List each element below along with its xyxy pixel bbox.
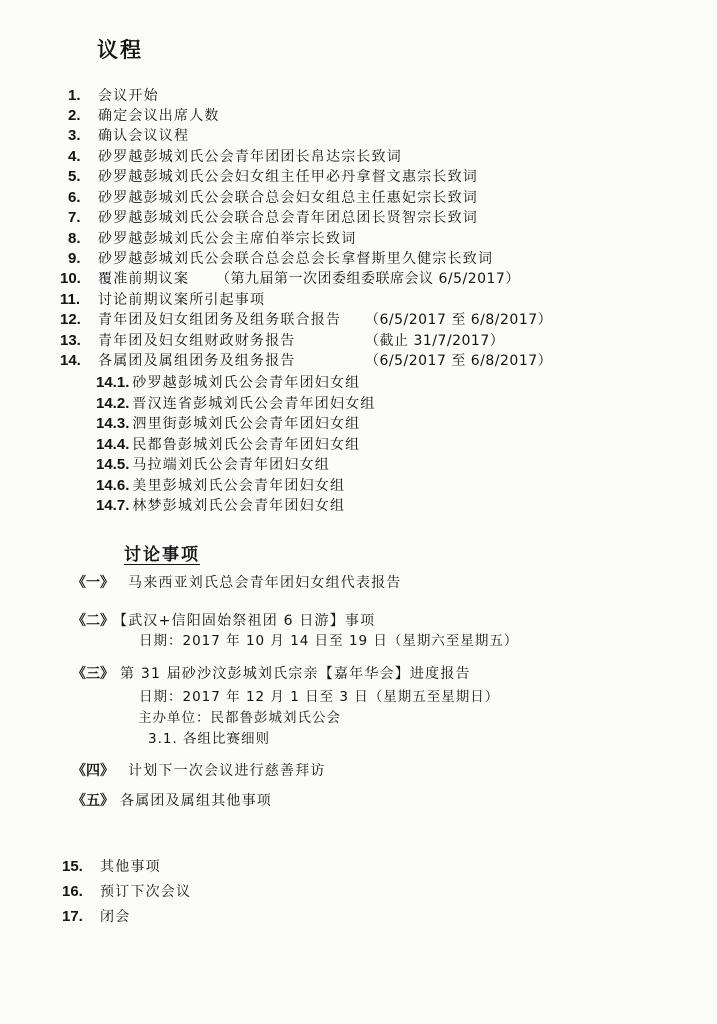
discussion-item-2: 《二》 【武汉+信阳固始祭祖团 6 日游】事项 [72, 613, 376, 629]
agenda-item-15: 15. 其他事项 [62, 858, 161, 875]
agenda-item-6: 6. 砂罗越彭城刘氏公会联合总会妇女组总主任惠妃宗长致词 [68, 189, 478, 206]
discussion-item-2-date: 日期：2017 年 10 月 14 日至 19 日（星期六至星期五） [139, 633, 519, 649]
agenda-item-5: 5. 砂罗越彭城刘氏公会妇女组主任甲必丹拿督文惠宗长致词 [68, 168, 478, 185]
page-title: 议程 [97, 38, 143, 62]
discussion-item-3-date: 日期：2017 年 12 月 1 日至 3 日（星期五至星期日） [139, 689, 500, 705]
discussion-item-4: 《四》 计划下一次会议进行慈善拜访 [72, 763, 326, 779]
agenda-item-2: 2. 确定会议出席人数 [68, 107, 220, 124]
agenda-item-7: 7. 砂罗越彭城刘氏公会联合总会青年团总团长贤智宗长致词 [68, 209, 478, 226]
sub-item-14-7: 14.7. 林梦彭城刘氏公会青年团妇女组 [96, 497, 346, 514]
agenda-item-4: 4. 砂罗越彭城刘氏公会青年团团长帛达宗长致词 [68, 148, 402, 165]
agenda-item-10: 10. 覆准前期议案 （第九届第一次团委组委联席会议 6/5/2017） [60, 270, 520, 287]
discussion-item-1: 《一》 马来西亚刘氏总会青年团妇女组代表报告 [72, 575, 402, 591]
agenda-item-9: 9. 砂罗越彭城刘氏公会联合总会总会长拿督斯里久健宗长致词 [68, 250, 494, 267]
discussion-heading: 讨论事项 [124, 545, 200, 565]
agenda-item-13: 13. 青年团及妇女组财政财务报告 （截止 31/7/2017） [60, 332, 505, 349]
agenda-item-11: 11. 讨论前期议案所引起事项 [60, 291, 266, 308]
discussion-item-3: 《三》 第 31 届砂沙汶彭城刘氏宗亲【嘉年华会】进度报告 [72, 666, 471, 682]
sub-item-14-5: 14.5. 马拉端刘氏公会青年团妇女组 [96, 456, 330, 473]
agenda-item-1: 1. 会议开始 [68, 87, 159, 104]
agenda-item-16: 16. 预订下次会议 [62, 883, 192, 900]
agenda-item-17: 17. 闭会 [62, 908, 131, 925]
discussion-item-3-organizer: 主办单位：民都鲁彭城刘氏公会 [138, 710, 341, 726]
sub-item-14-6: 14.6. 美里彭城刘氏公会青年团妇女组 [96, 477, 346, 494]
sub-item-14-2: 14.2. 晋汉连省彭城刘氏公会青年团妇女组 [96, 395, 376, 412]
sub-item-14-3: 14.3. 泗里街彭城刘氏公会青年团妇女组 [96, 415, 361, 432]
sub-item-14-4: 14.4. 民都鲁彭城刘氏公会青年团妇女组 [96, 436, 361, 453]
discussion-item-5: 《五》 各属团及属组其他事项 [72, 793, 272, 809]
agenda-item-12: 12. 青年团及妇女组团务及组务联合报告 （6/5/2017 至 6/8/2017） [60, 311, 553, 328]
discussion-item-3-sub: 3.1. 各组比赛细则 [148, 731, 271, 747]
agenda-item-14: 14. 各属团及属组团务及组务报告 （6/5/2017 至 6/8/2017） [60, 352, 553, 369]
sub-item-14-1: 14.1. 砂罗越彭城刘氏公会青年团妇女组 [96, 374, 361, 391]
agenda-item-3: 3. 确认会议议程 [68, 127, 190, 144]
agenda-item-8: 8. 砂罗越彭城刘氏公会主席伯举宗长致词 [68, 230, 357, 247]
